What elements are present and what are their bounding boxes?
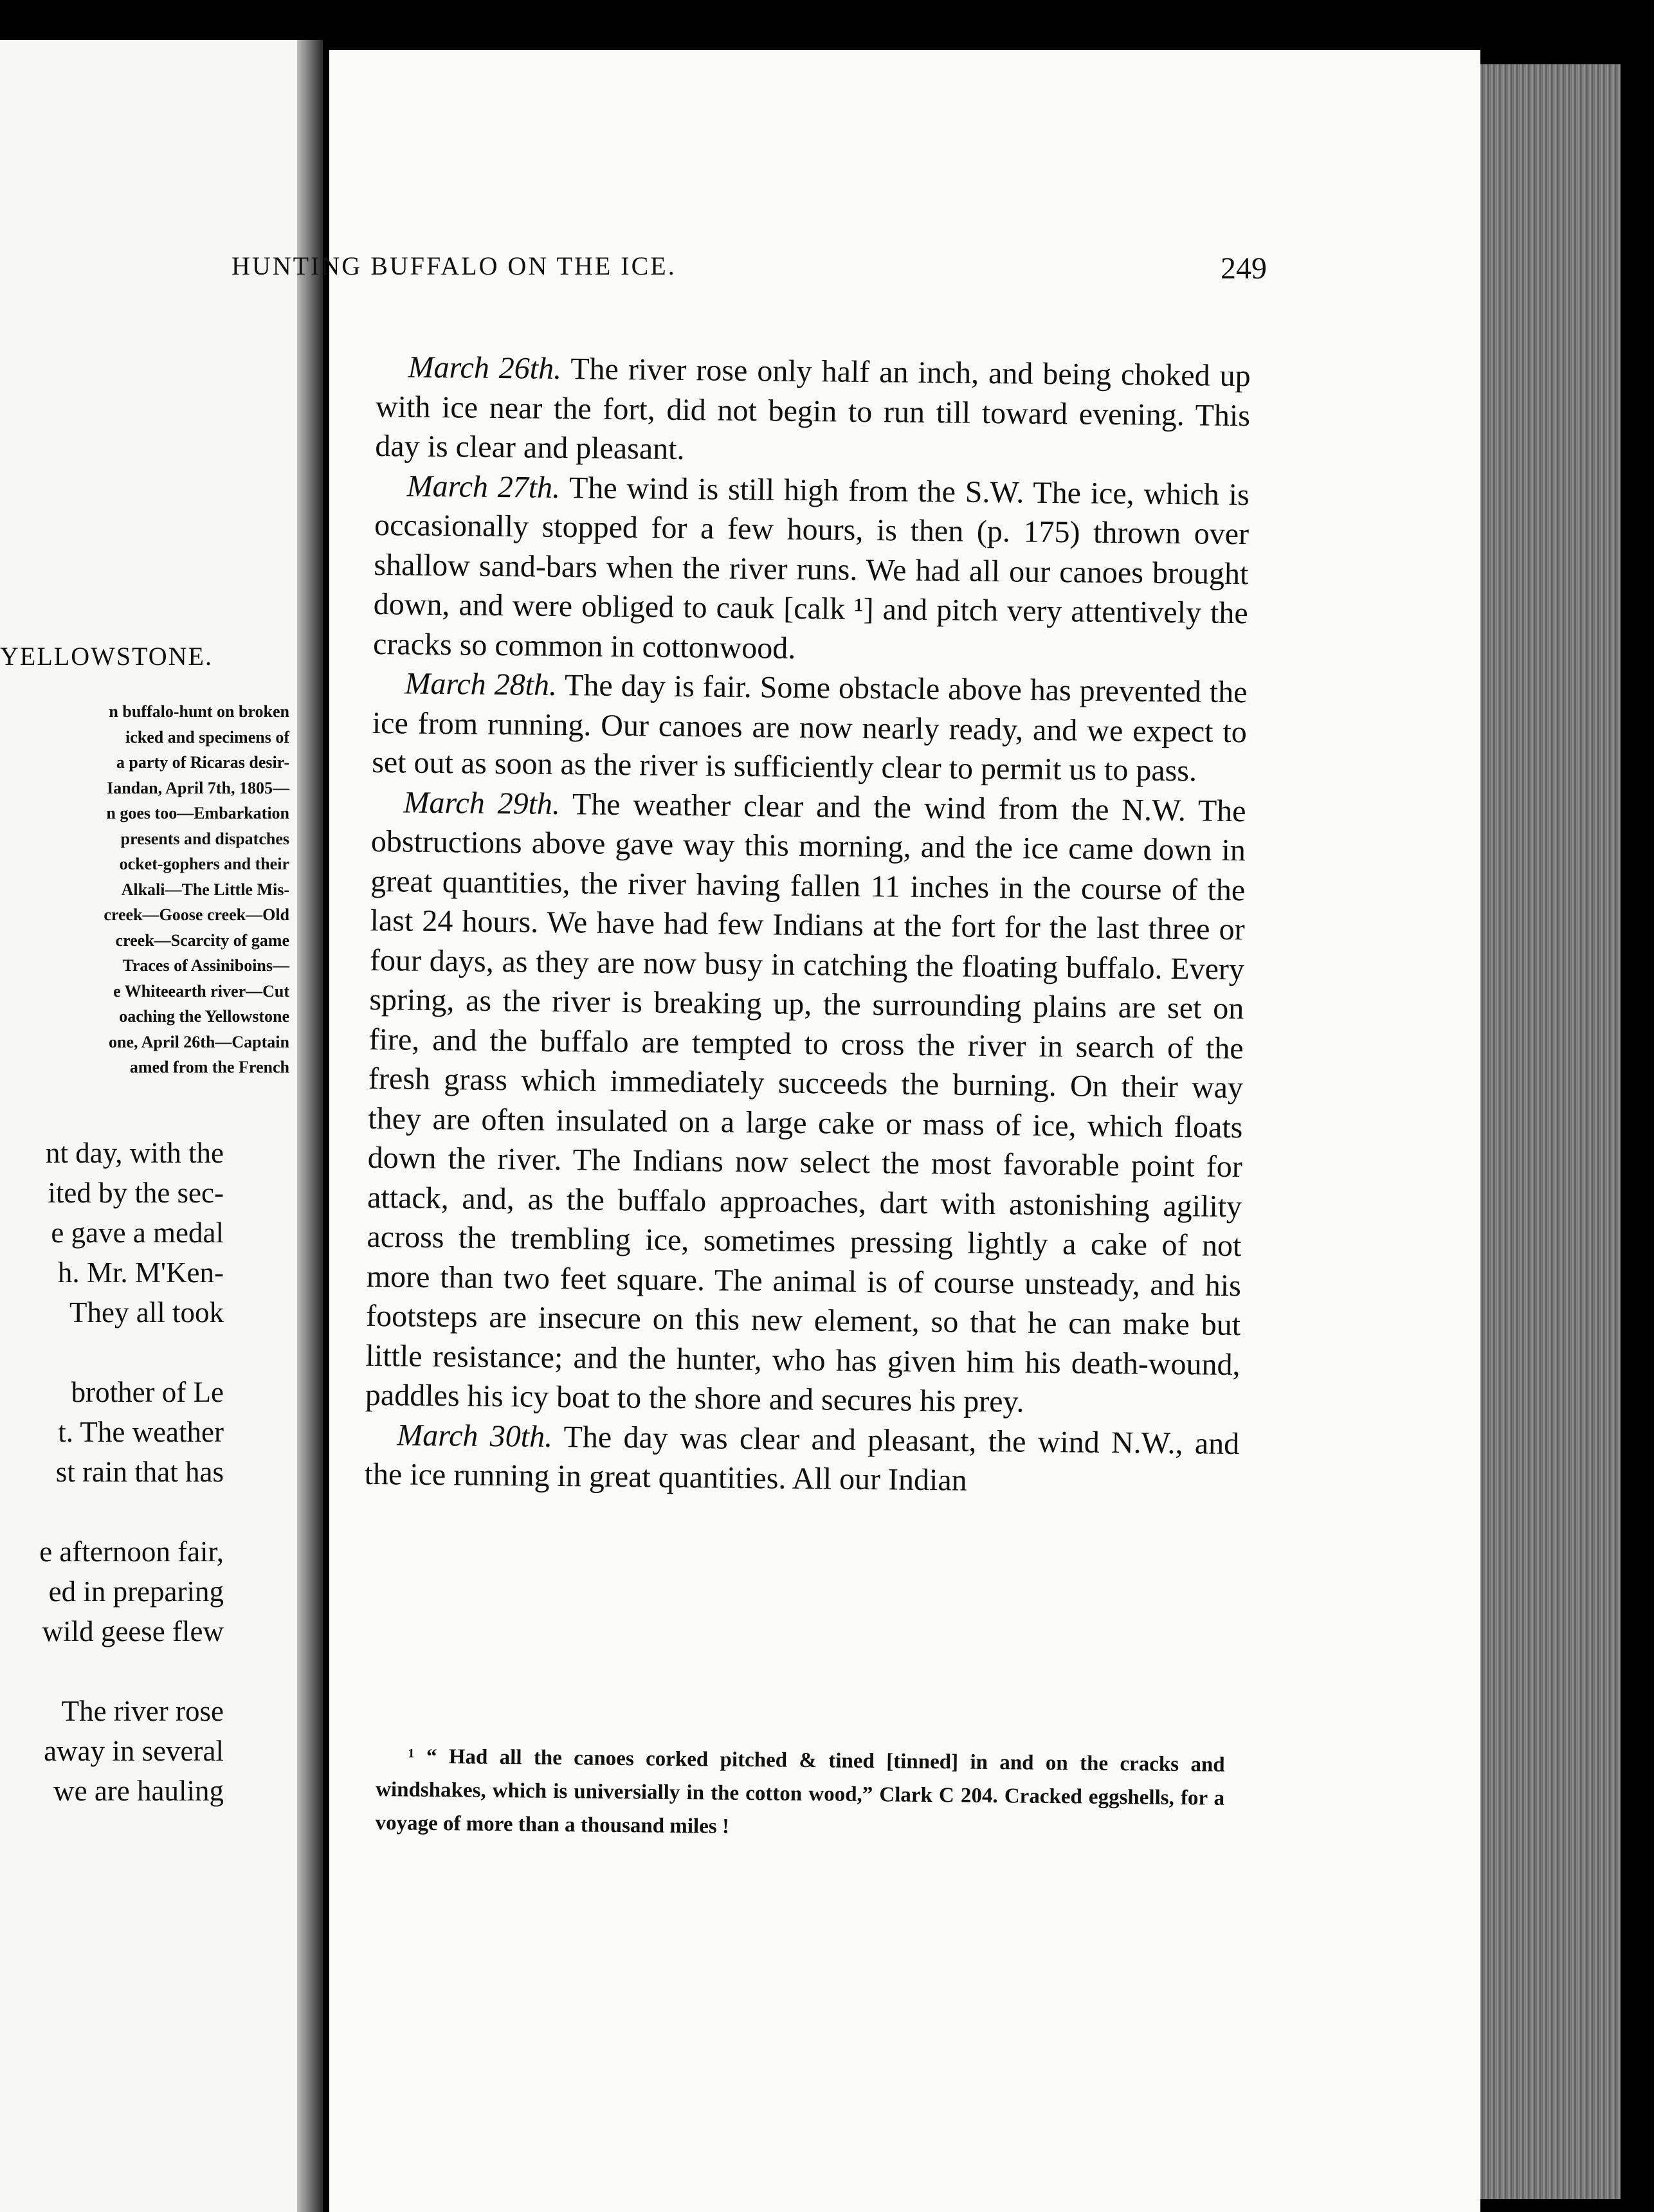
journal-entry: [372, 664, 1248, 792]
summary-line: n buffalo-hunt on broken: [109, 702, 289, 721]
journal-entry: [364, 1415, 1239, 1503]
body-line: They all took: [69, 1296, 224, 1328]
previous-page-heading: YELLOWSTONE.: [0, 642, 213, 671]
body-line: ited by the sec-: [48, 1177, 224, 1209]
entry-text: The river rose only half an inch, and being choked up with ice near the fort, did not begin to run till toward evening. This day is clear and pleasant.: [375, 352, 1251, 467]
page-body: [364, 347, 1251, 1503]
paragraph-gap: [0, 1651, 224, 1691]
summary-line: creek—Scarcity of game: [115, 930, 289, 950]
summary-line: ocket-gophers and their: [119, 855, 289, 873]
entry-date: March 26th.: [408, 350, 562, 386]
body-line: e afternoon fair,: [39, 1536, 224, 1568]
summary-line: amed from the French: [129, 1058, 289, 1076]
footnote: ¹ “ Had all the canoes corked pitched & tined [tinned] in and on the cracks and windshakes, which is universially in the cotton wood,” Clark C 204. Cracked eggshells, for a voyage of more than a thousand miles !: [375, 1745, 1225, 1838]
page-edges: [1473, 64, 1621, 2199]
running-title: HUNTING BUFFALO ON THE ICE.: [232, 251, 677, 280]
journal-entry: [373, 466, 1250, 673]
body-line: we are hauling: [53, 1775, 224, 1807]
paragraph-gap: [0, 1492, 224, 1532]
entry-date: March 28th.: [404, 666, 558, 702]
summary-line: Alkali—The Little Mis-: [121, 880, 289, 899]
chapter-summary: [0, 699, 289, 1080]
summary-line: Iandan, April 7th, 1805—: [107, 778, 289, 797]
previous-page-body: [0, 1133, 224, 1811]
entry-text: The weather clear and the wind from the N.W. The obstructions above gave way this morning, and the ice came down in great quantities, the river having fallen 11 inches in the course of the last 24 hours. We have had few Indians at the fort for the last three or four days, as they are now busy in catching the floating buffalo. Every spring, as the river is breaking up, the surrounding plains are set on fire, and the buffalo are tempted to cross the river in search of the fresh grass which immediately succeeds the burning. On their way they are often insulated on a large cake or mass of ice, which floats down the river. The Indians now select the most favorable point for attack, and, as the buffalo approaches, dart with astonishing agility across the trembling ice, sometimes pressing lightly a cake of not more than two feet square. The animal is of course unsteady, and his footsteps are insecure on this new element, so that he can make but little resistance; and the hunter, who has given him his death-wound, paddles his icy boat to the shore and secures his prey.: [365, 786, 1246, 1419]
body-line: The river rose: [61, 1695, 224, 1727]
body-line: h. Mr. M'Ken-: [57, 1256, 224, 1289]
summary-line: oaching the Yellowstone: [119, 1007, 289, 1026]
book-gutter: [297, 40, 323, 2212]
summary-line: presents and dispatches: [120, 829, 289, 848]
entry-date: March 30th.: [397, 1417, 553, 1454]
summary-line: icked and specimens of: [125, 727, 289, 747]
entry-text: The wind is still high from the S.W. The ice, which is occasionally stopped for a few hours, is then (p. 175) thrown over shallow sand-bars when the river runs. We had all our canoes brought down, and were obliged to cauk [calk ¹] and pitch very attentively the cracks so common in cottonwood.: [372, 470, 1250, 666]
summary-line: creek—Goose creek—Old: [104, 905, 289, 924]
entry-text: The day is fair. Some obstacle above has prevented the ice from running. Our canoes are now nearly ready, and we expect to set out as soon as the river is sufficiently clear to permit us to pass.: [371, 667, 1248, 788]
summary-line: e Whiteearth river—Cut: [113, 981, 289, 1001]
entry-text: The day was clear and pleasant, the wind N.W., and the ice running in great quantities. All our Indian: [364, 1419, 1240, 1498]
previous-page: [0, 40, 297, 2212]
entry-date: March 29th.: [403, 784, 561, 821]
body-line: wild geese flew: [42, 1615, 224, 1647]
body-line: brother of Le: [71, 1376, 224, 1408]
body-line: e gave a medal: [51, 1217, 224, 1249]
paragraph-gap: [0, 1332, 224, 1372]
page-number: 249: [1221, 251, 1267, 286]
page-header: [232, 251, 1267, 302]
body-line: nt day, with the: [45, 1137, 224, 1169]
journal-entry: [365, 782, 1246, 1424]
summary-line: Traces of Assiniboins—: [122, 956, 289, 975]
body-line: ed in preparing: [48, 1575, 224, 1608]
body-line: away in several: [44, 1735, 224, 1767]
body-line: st rain that has: [55, 1456, 224, 1488]
entry-date: March 27th.: [406, 469, 561, 505]
summary-line: one, April 26th—Captain: [109, 1032, 289, 1051]
summary-line: a party of Ricaras desir-: [116, 753, 289, 772]
journal-entry: [375, 347, 1251, 475]
summary-line: n goes too—Embarkation: [106, 804, 289, 822]
body-line: t. The weather: [58, 1416, 224, 1448]
